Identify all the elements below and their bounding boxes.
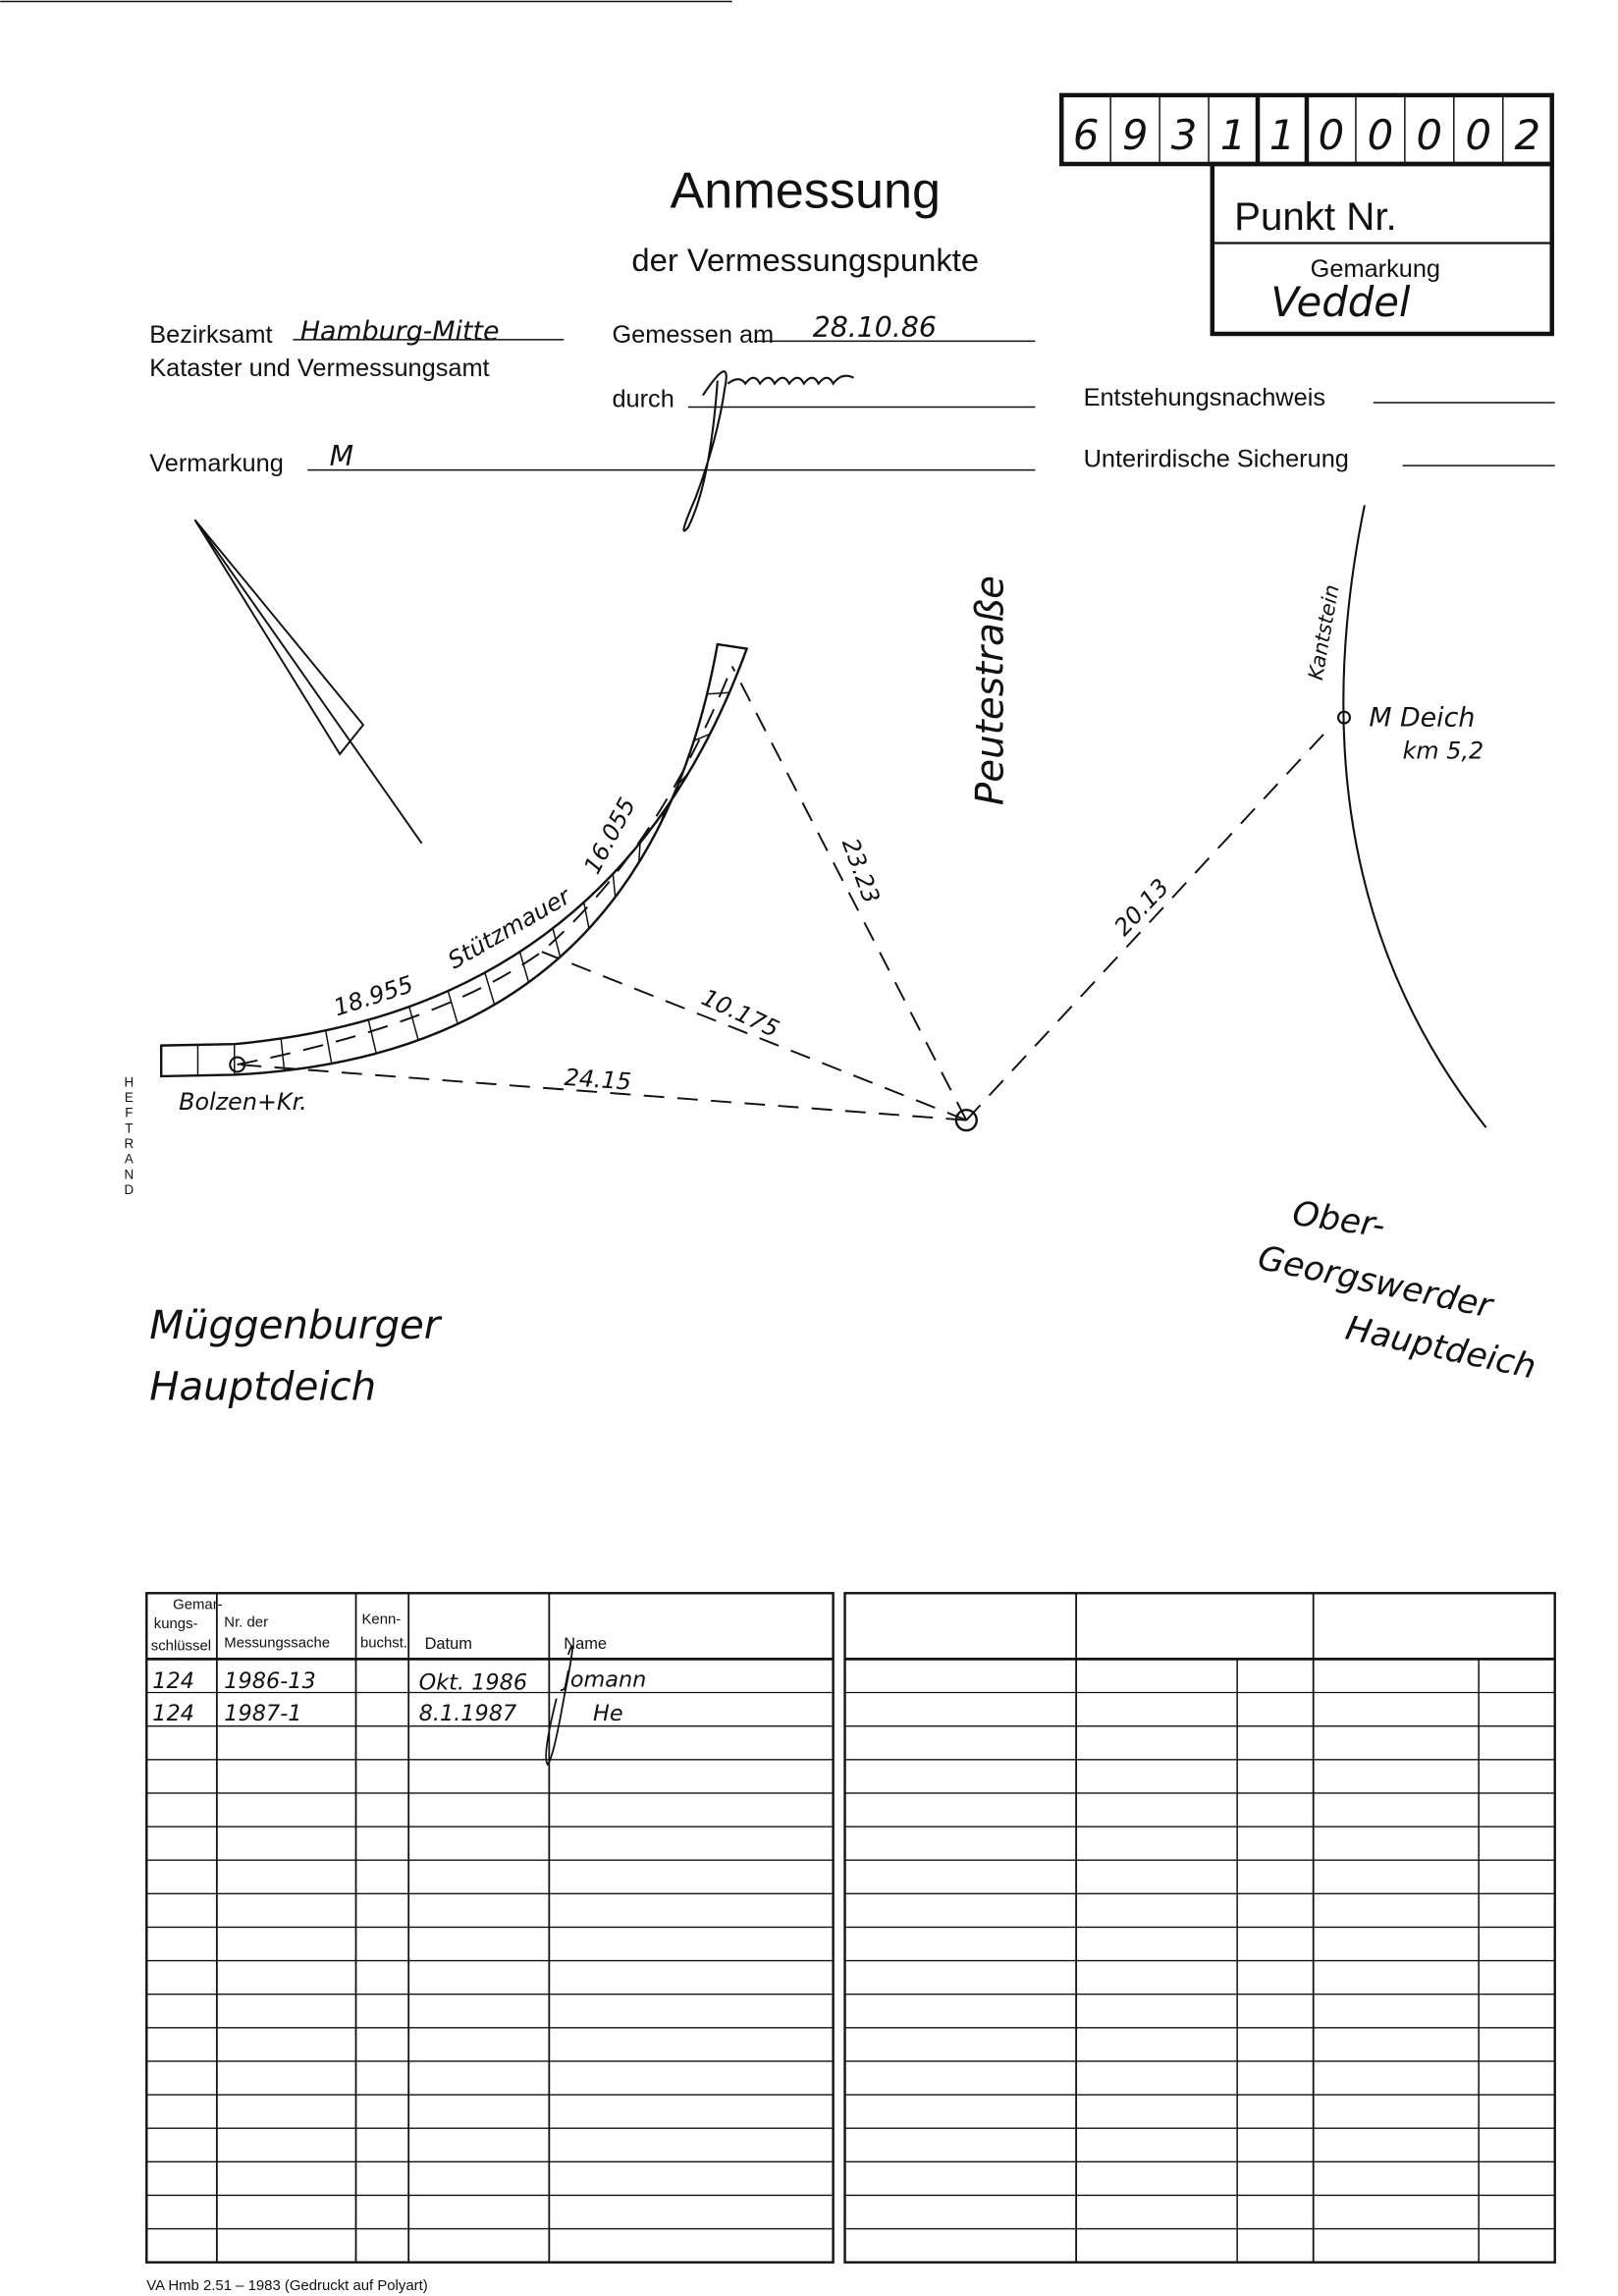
area-label: Hauptdeich <box>1342 1308 1539 1388</box>
area-label: Hauptdeich <box>149 1364 377 1410</box>
cell: 124 <box>152 1701 194 1727</box>
north-arrow-icon <box>194 519 421 844</box>
wall-tick <box>584 902 589 929</box>
header-gemarkung: schlüssel <box>150 1638 212 1655</box>
point-digit: 0 <box>1416 111 1443 160</box>
page-title: Anmessung <box>670 162 942 220</box>
wall-tick <box>718 644 747 648</box>
svg-text:H: H <box>124 1074 135 1090</box>
sicherung-label: Unterirdische Sicherung <box>1083 445 1349 473</box>
point-digit: 1 <box>1268 111 1296 160</box>
cell: 124 <box>152 1668 194 1695</box>
form-footer: VA Hmb 2.51 – 1983 (Gedruckt auf Polyart) <box>146 2278 428 2295</box>
durch-label: durch <box>612 385 674 413</box>
area-label: Müggenburger <box>149 1302 441 1348</box>
wall-label: Stützmauer <box>443 882 575 975</box>
table-row <box>152 1667 646 1696</box>
cell: 8.1.1987 <box>418 1701 517 1727</box>
wall-tick <box>553 928 560 957</box>
point-digit: 0 <box>1367 111 1394 160</box>
point-number-box <box>1061 95 1552 164</box>
bezirksamt-label: Bezirksamt <box>149 320 273 349</box>
cell: Okt. 1986 <box>418 1669 528 1696</box>
point-digit: 6 <box>1072 111 1100 160</box>
distance-label: 18.955 <box>330 970 417 1022</box>
area-label: Ober- <box>1290 1193 1388 1246</box>
gemessen-value: 28.10.86 <box>812 310 937 344</box>
entstehung-label: Entstehungsnachweis <box>1083 384 1325 412</box>
punkt-label: Punkt Nr. <box>1234 194 1397 240</box>
distance-label: 23.23 <box>836 834 886 907</box>
point-digit: 9 <box>1121 111 1149 160</box>
point-digit: 2 <box>1514 111 1541 160</box>
punkt-box <box>1213 164 1552 334</box>
wall-tick <box>485 972 495 1005</box>
distance-label: 16.055 <box>578 793 642 879</box>
svg-text:N: N <box>124 1167 135 1182</box>
svg-text:D: D <box>124 1181 135 1197</box>
wall-tick <box>409 1007 418 1040</box>
gemarkung-label: Gemarkung <box>1310 254 1441 283</box>
svg-text:R: R <box>124 1135 135 1151</box>
point-digit: 0 <box>1318 111 1345 160</box>
kantstein-curve <box>1343 505 1485 1127</box>
header-nr: Messungssache <box>224 1635 331 1652</box>
distance-label: 20.13 <box>1108 873 1175 942</box>
wall-tick <box>448 991 458 1024</box>
header-nr: Nr. der <box>224 1614 269 1631</box>
bolzen-label: Bolzen+Kr. <box>179 1088 307 1117</box>
deich-km-label: km 5,2 <box>1402 737 1484 765</box>
measurement-table-right <box>845 1593 1555 2262</box>
retaining-wall <box>161 644 746 1076</box>
area-label: Georgswerder <box>1254 1237 1496 1327</box>
svg-text:F: F <box>125 1105 134 1121</box>
header-gemarkung: kungs- <box>153 1616 198 1633</box>
gemarkung-value: Veddel <box>1270 278 1411 327</box>
kantstein-label: Kantstein <box>1303 582 1344 683</box>
cell: Jomann <box>564 1667 647 1693</box>
header-kenn: buchst. <box>359 1635 408 1652</box>
header-kenn: Kenn- <box>361 1612 402 1628</box>
signature <box>683 371 853 530</box>
wall-tick <box>326 1030 332 1064</box>
svg-text:T: T <box>125 1121 134 1136</box>
vermarkung-value: M <box>329 440 354 473</box>
vermarkung-label: Vermarkung <box>149 450 284 478</box>
header-gemarkung: Gemar- <box>173 1597 223 1613</box>
cell: He <box>593 1701 623 1727</box>
bezirksamt-value: Hamburg-Mitte <box>299 315 500 347</box>
cell: 1987-1 <box>224 1701 302 1727</box>
street-label: Peutestraße <box>968 574 1013 806</box>
wall-tick <box>707 692 729 693</box>
page-subtitle: der Vermessungspunkte <box>631 241 980 278</box>
header-datum: Datum <box>424 1634 472 1653</box>
distance-label: 10.175 <box>697 983 783 1044</box>
kataster-label: Kataster und Vermessungsamt <box>149 355 490 383</box>
svg-text:A: A <box>124 1151 134 1167</box>
wall-tick <box>368 1020 376 1054</box>
gemessen-label: Gemessen am <box>612 320 775 349</box>
cell: 1986-13 <box>224 1668 316 1695</box>
deich-label: M Deich <box>1369 702 1476 734</box>
point-digit: 1 <box>1219 111 1247 160</box>
distance-label: 24.15 <box>563 1063 632 1096</box>
point-digit: 0 <box>1465 111 1492 160</box>
point-digit: 3 <box>1170 111 1198 160</box>
heftrand-label <box>125 1074 135 1197</box>
wall-tick <box>519 952 528 982</box>
wall-tick <box>613 874 615 898</box>
svg-text:E: E <box>124 1090 134 1106</box>
header-name: Name <box>564 1634 607 1653</box>
